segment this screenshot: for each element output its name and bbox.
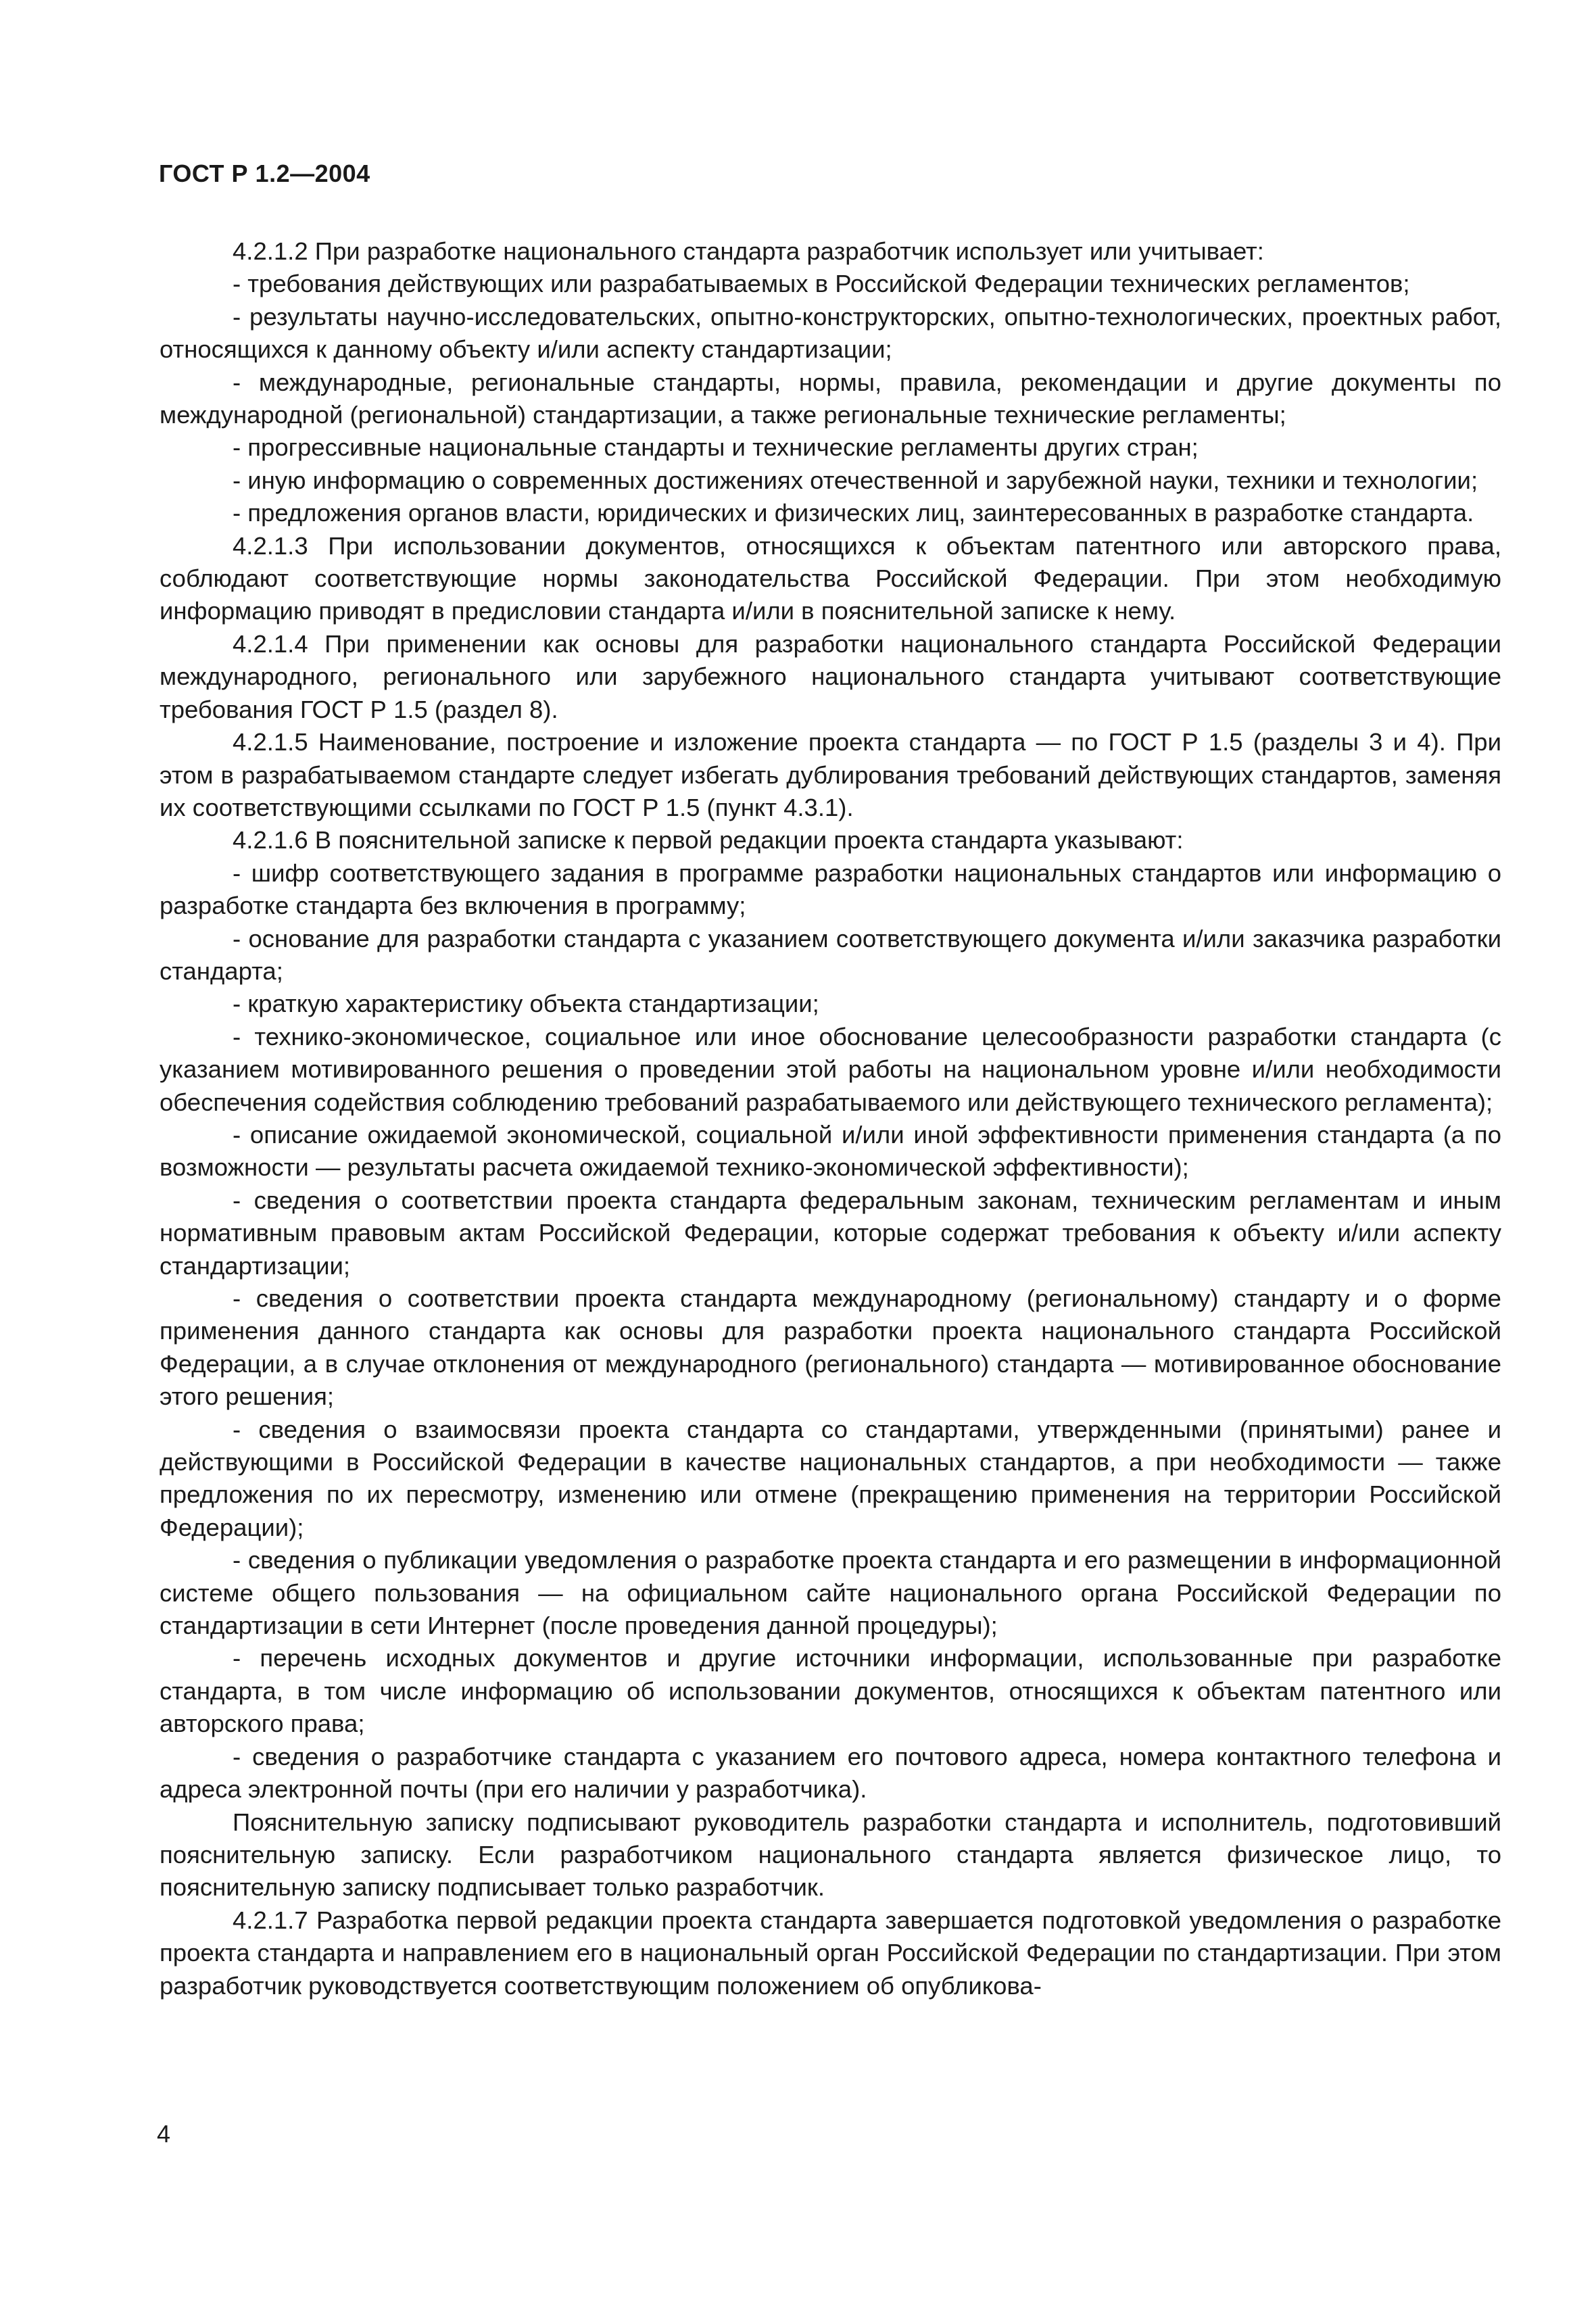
paragraph: 4.2.1.5 Наименование, построение и изложение проекта стандарта — по ГОСТ Р 1.5 (разделы 3 и 4). При этом в разрабатываемом стандарте следует избегать дублирования требований действующих стандартов, заменяя их соответствующими ссылками по ГОСТ Р 1.5 (пункт 4.3.1). [160, 728, 1501, 821]
document-header: ГОСТ Р 1.2—2004 [159, 160, 370, 187]
list-item: - сведения о взаимосвязи проекта стандарта со стандартами, утвержденными (принятыми) ранее и действующими в Российской Федерации в качестве национальных стандартов, а при необходимости — также предложения по их пересмотру, изменению или отмене (прекращению применения на территории Российской Федерации); [160, 1415, 1501, 1541]
list-item: - основание для разработки стандарта с указанием соответствующего документа и/или заказчика разработки стандарта; [160, 924, 1501, 985]
list-item: - иную информацию о современных достижениях отечественной и зарубежной науки, техники и технологии; [233, 466, 1478, 494]
list-item: - сведения о разработчике стандарта с указанием его почтового адреса, номера контактного телефона и адреса электронной почты (при его наличии у разработчика). [160, 1742, 1501, 1804]
list-item: - международные, региональные стандарты, нормы, правила, рекомендации и другие документы по международной (региональной) стандартизации, а также региональные технические регламенты; [160, 368, 1501, 429]
list-item: - описание ожидаемой экономической, социальной и/или иной эффективности применения стандарта (а по возможности — результаты расчета ожидаемой технико-экономической эффективности); [160, 1120, 1501, 1182]
document-body [160, 235, 1501, 2002]
paragraph: 4.2.1.6 В пояснительной записке к первой редакции проекта стандарта указывают: [233, 826, 1184, 854]
list-item: - сведения о соответствии проекта стандарта международному (региональному) стандарту и о форме применения данного стандарта как основы для разработки проекта национального стандарта Российской Федерации, а в случае отклонения от международного (регионального) стандарта — мотивированное обоснование этого решения; [160, 1284, 1501, 1411]
list-item: - перечень исходных документов и другие источники информации, использованные при разработке стандарта, в том числе информацию об использовании документов, относящихся к объектам патентного или авторского права; [160, 1644, 1501, 1738]
page-number: 4 [157, 2120, 171, 2148]
list-item: - требования действующих или разрабатываемых в Российской Федерации технических регламентов; [233, 270, 1410, 298]
list-item: - краткую характеристику объекта стандартизации; [233, 990, 819, 1018]
paragraph: Пояснительную записку подписывают руководитель разработки стандарта и исполнитель, подготовивший пояснительную записку. Если разработчиком национального стандарта является физическое лицо, то пояснительную записку подписывает только разработчик. [160, 1808, 1501, 1902]
list-item: - прогрессивные национальные стандарты и технические регламенты других стран; [233, 433, 1199, 462]
paragraph: 4.2.1.2 При разработке национального стандарта разработчик использует или учитывает: [233, 237, 1264, 265]
list-item: - шифр соответствующего задания в программе разработки национальных стандартов или информацию о разработке стандарта без включения в программу; [160, 859, 1501, 920]
list-item: - сведения о соответствии проекта стандарта федеральным законам, техническим регламентам и иным нормативным правовым актам Российской Федерации, которые содержат требования к объекту и/или аспекту стандартизации; [160, 1186, 1501, 1280]
list-item: - результаты научно-исследовательских, опытно-конструкторских, опытно-технологических, проектных работ, относящихся к данному объекту и/или аспекту стандартизации; [160, 302, 1501, 364]
list-item: - технико-экономическое, социальное или иное обоснование целесообразности разработки стандарта (с указанием мотивированного решения о проведении этой работы на национальном уровне и/или необходимости обеспечения содействия соблюдению требований разрабатываемого или действующего технического регламента); [160, 1022, 1501, 1116]
paragraph: 4.2.1.7 Разработка первой редакции проекта стандарта завершается подготовкой уведомления о разработке проекта стандарта и направлением его в национальный орган Российской Федерации по стандартизации. При этом разработчик руководствуется соответствующим положением об опубликова- [160, 1906, 1501, 2000]
paragraph: 4.2.1.3 При использовании документов, относящихся к объектам патентного или авторского права, соблюдают соответствующие нормы законодательства Российской Федерации. При этом необходимую информацию приводят в предисловии стандарта и/или в пояснительной записке к нему. [160, 531, 1501, 625]
paragraph: 4.2.1.4 При применении как основы для разработки национального стандарта Российской Федерации международного, регионального или зарубежного национального стандарта учитывают соответствующие требования ГОСТ Р 1.5 (раздел 8). [160, 629, 1501, 723]
list-item: - сведения о публикации уведомления о разработке проекта стандарта и его размещении в информационной системе общего пользования — на официальном сайте национального органа Российской Федерации по стандартизации в сети Интернет (после проведения данной процедуры); [160, 1546, 1501, 1640]
list-item: - предложения органов власти, юридических и физических лиц, заинтересованных в разработке стандарта. [233, 499, 1474, 527]
